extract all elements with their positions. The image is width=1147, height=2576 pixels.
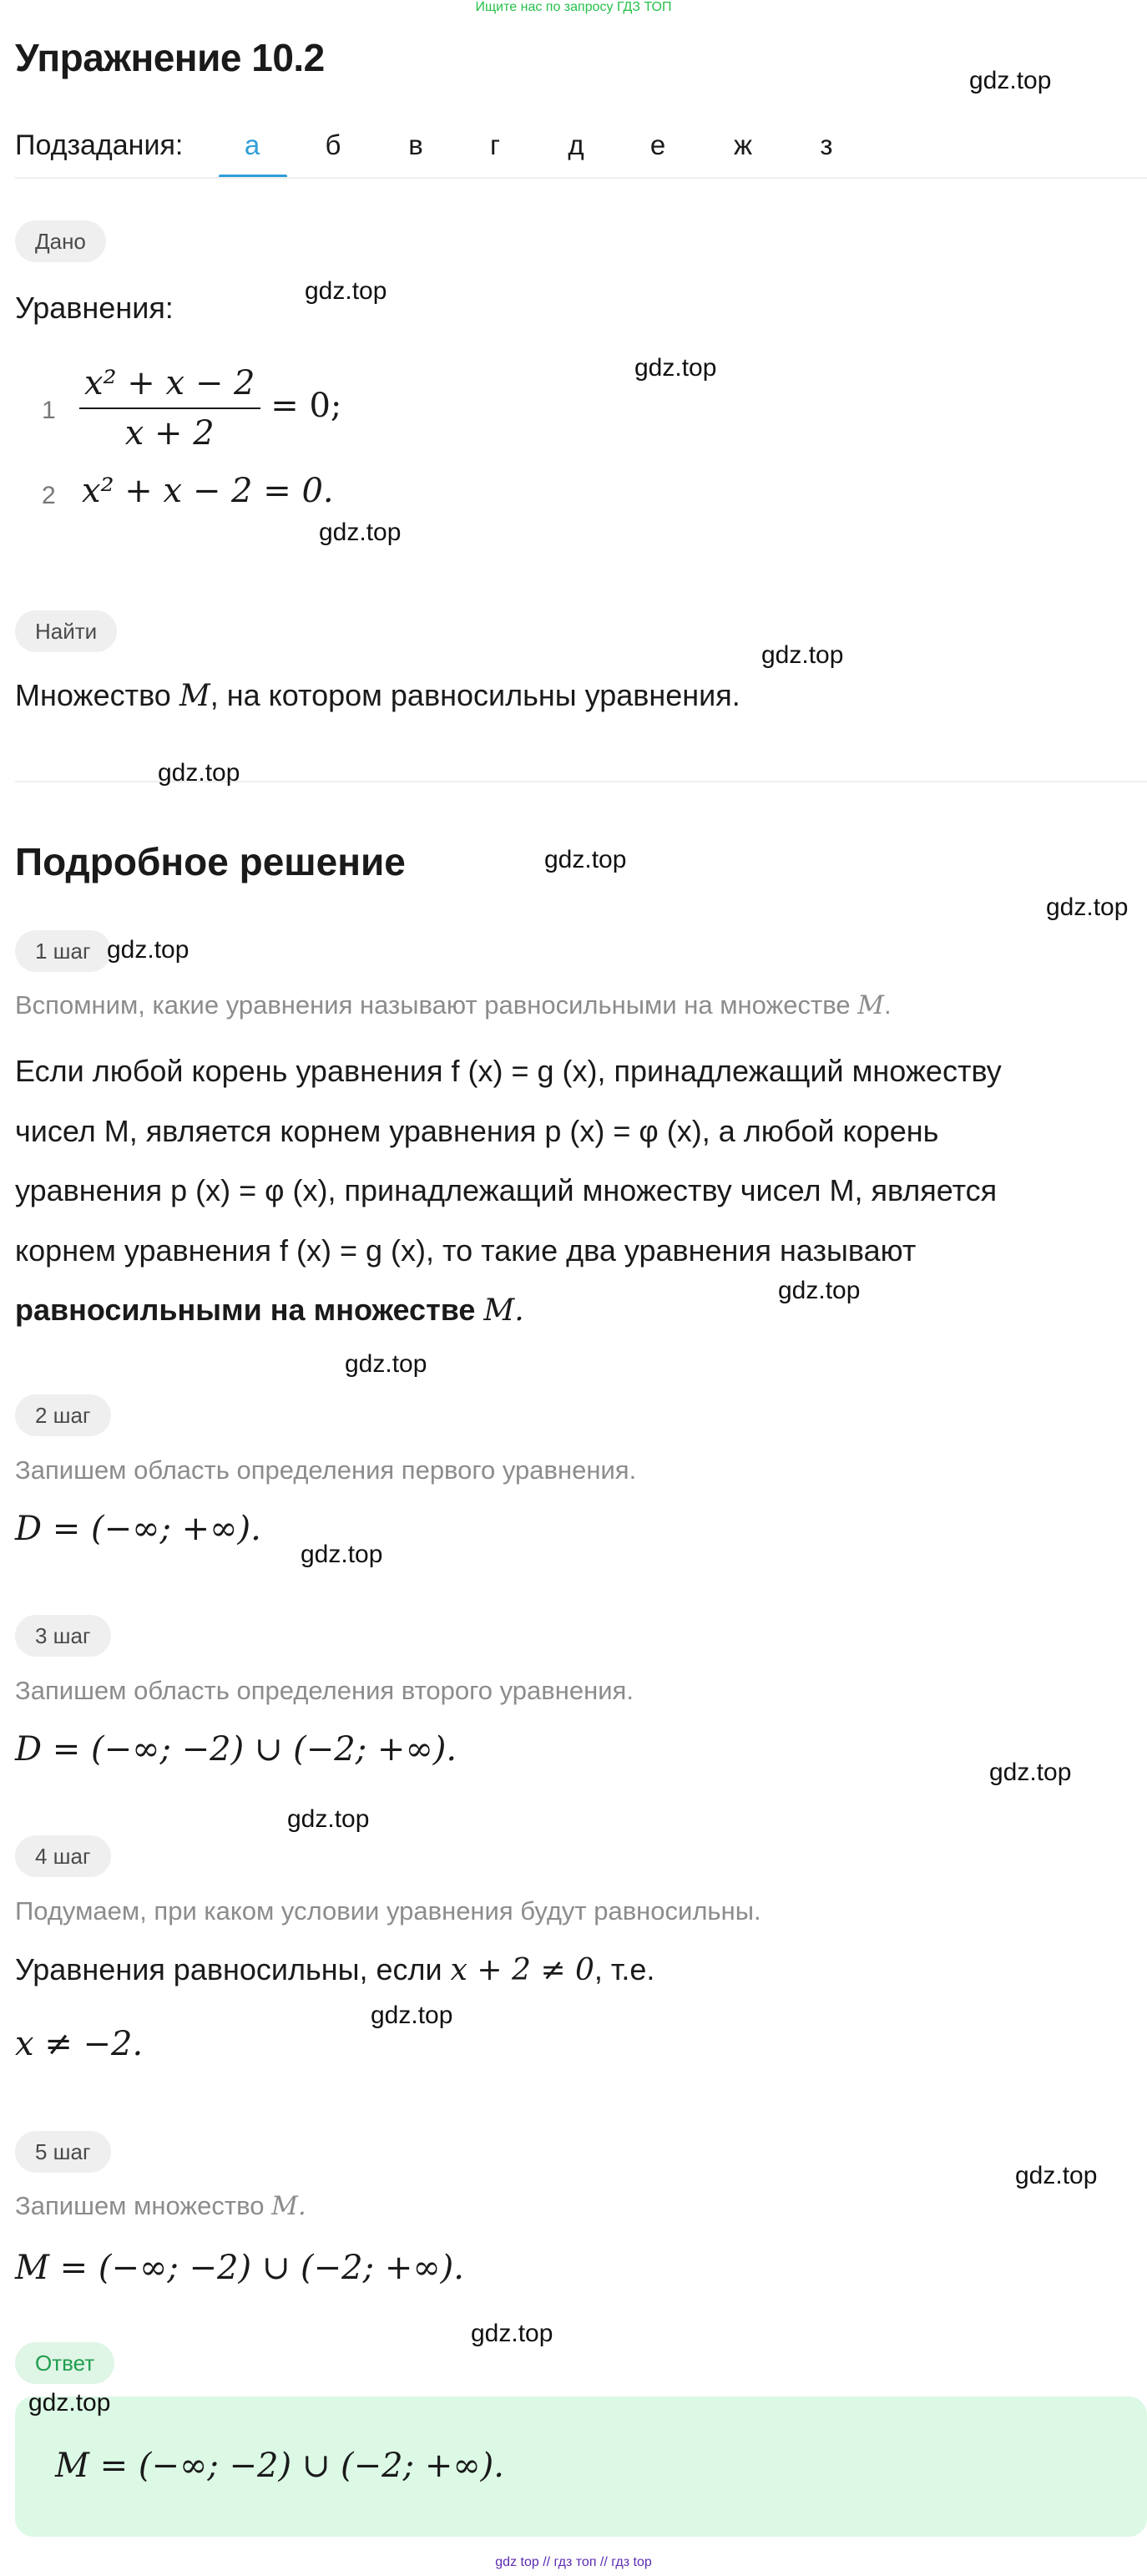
watermark: gdz.top <box>319 519 402 546</box>
step-1-hint-text: Вспомним, какие уравнения называют равносильными на множестве <box>15 990 851 1020</box>
find-var: M <box>179 679 210 713</box>
solution-title: Подробное решение <box>15 840 406 883</box>
step-4-hint: Подумаем, при каком условии уравнения будут равносильны. <box>15 1896 761 1926</box>
watermark: gdz.top <box>345 1350 427 1378</box>
step-2-formula: D = (−∞; +∞). <box>15 1510 261 1548</box>
step-5-formula: M = (−∞; −2) ∪ (−2; +∞). <box>15 2249 464 2287</box>
watermark: gdz.top <box>1015 2162 1098 2189</box>
list-number-2: 2 <box>42 482 56 509</box>
step-3-badge: 3 шаг <box>15 1615 111 1657</box>
watermark: gdz.top <box>544 846 627 873</box>
watermark: gdz.top <box>305 277 387 305</box>
answer-badge: Ответ <box>15 2342 114 2384</box>
step-1-bold-var: M. <box>483 1293 524 1328</box>
equation-1-numerator: x² + x − 2 <box>84 364 255 402</box>
step-1-badge: 1 шаг <box>15 930 111 972</box>
watermark: gdz.top <box>761 641 844 669</box>
tab-d[interactable]: д <box>568 129 584 160</box>
step-3-hint: Запишем область определения второго уравнения. <box>15 1676 634 1705</box>
tab-b[interactable]: б <box>325 129 341 160</box>
find-text <box>15 678 740 713</box>
page-title: Упражнение 10.2 <box>15 36 325 79</box>
watermark: gdz.top <box>301 1541 383 1568</box>
given-badge: Дано <box>15 220 106 262</box>
tab-g[interactable]: г <box>489 129 501 160</box>
tab-zh[interactable]: ж <box>733 129 753 160</box>
watermark: gdz.top <box>969 67 1052 94</box>
step-4-text-after: , т.е. <box>594 1952 655 1986</box>
watermark: gdz.top <box>107 936 189 964</box>
tabs-divider <box>15 177 1147 179</box>
watermark: gdz.top <box>28 2389 111 2417</box>
equation-1 <box>79 364 341 453</box>
watermark: gdz.top <box>1046 893 1129 921</box>
given-label: Уравнения: <box>15 291 174 325</box>
step-1-line-3: уравнения p (x) = φ (x), принадлежащий множеству чисел M, является <box>15 1173 998 1207</box>
step-1-line-5 <box>15 1293 524 1328</box>
step-4-badge: 4 шаг <box>15 1835 111 1877</box>
step-4-text-before: Уравнения равносильны, если <box>15 1952 442 1986</box>
tab-e[interactable]: е <box>649 129 666 160</box>
step-1-line-4: корнем уравнения f (x) = g (x), то такие два уравнения называют <box>15 1233 917 1268</box>
watermark: gdz.top <box>989 1759 1072 1786</box>
step-4-formula: x ≠ −2. <box>15 2025 144 2063</box>
find-badge: Найти <box>15 610 117 652</box>
step-1-line-1: Если любой корень уравнения f (x) = g (x), принадлежащий множеству <box>15 1054 1002 1088</box>
tab-a[interactable]: а <box>244 129 260 160</box>
equation-1-tail: = 0; <box>270 387 342 425</box>
footer-links[interactable]: gdz top // гдз топ // гдз top <box>495 2555 652 2569</box>
fraction-bar <box>79 407 260 409</box>
equation-2: x² + x − 2 = 0. <box>82 472 334 510</box>
step-1-hint-var: M <box>857 990 884 1020</box>
step-5-hint-var: M. <box>271 2191 306 2221</box>
step-1-line-2: чисел M, является корнем уравнения p (x) = φ (x), а любой корень <box>15 1114 939 1148</box>
list-number-1: 1 <box>42 397 56 424</box>
top-banner[interactable]: Ищите нас по запросу ГДЗ ТОП <box>475 0 672 14</box>
tab-z[interactable]: з <box>820 129 833 160</box>
watermark: gdz.top <box>634 354 717 382</box>
step-1-hint: Вспомним, какие уравнения называют равносильными на множестве M. <box>15 990 892 1020</box>
watermark: gdz.top <box>371 2002 453 2029</box>
watermark: gdz.top <box>158 759 240 787</box>
subtasks-label: Подзадания: <box>15 129 184 161</box>
watermark: gdz.top <box>471 2320 553 2347</box>
answer-formula: M = (−∞; −2) ∪ (−2; +∞). <box>55 2447 504 2485</box>
find-text-before: Множество <box>15 678 171 712</box>
step-5-badge: 5 шаг <box>15 2131 111 2173</box>
watermark: gdz.top <box>778 1277 861 1304</box>
step-2-badge: 2 шаг <box>15 1394 111 1436</box>
equation-1-denominator: x + 2 <box>124 414 215 453</box>
watermark: gdz.top <box>287 1805 370 1833</box>
find-text-after: , на котором равносильны уравнения. <box>210 678 740 712</box>
step-1-bold-text: равносильными на множестве <box>15 1293 476 1327</box>
step-2-hint: Запишем область определения первого уравнения. <box>15 1455 637 1485</box>
tab-v[interactable]: в <box>408 129 423 160</box>
step-5-hint <box>15 2191 306 2221</box>
step-5-hint-text: Запишем множество <box>15 2191 265 2220</box>
step-3-formula: D = (−∞; −2) ∪ (−2; +∞). <box>15 1730 457 1769</box>
step-4-text <box>15 1952 654 1987</box>
step-4-condition: x + 2 ≠ 0 <box>450 1953 594 1987</box>
